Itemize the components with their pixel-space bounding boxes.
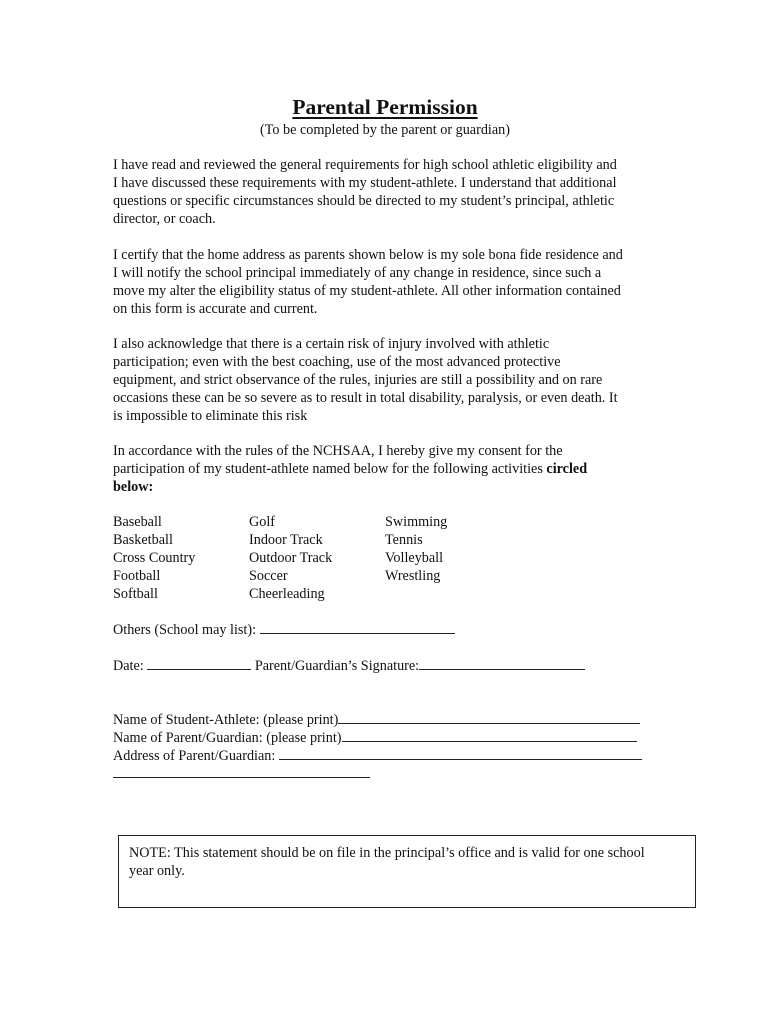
sport-option[interactable]: Baseball <box>113 514 162 530</box>
parent-name-row <box>113 728 637 747</box>
sport-option[interactable]: Outdoor Track <box>249 550 333 566</box>
date-label: Date: <box>113 658 144 674</box>
sport-option[interactable]: Softball <box>113 586 158 602</box>
address-field[interactable] <box>279 746 642 760</box>
note-text: NOTE: This statement should be on file in the principal’s office and is valid for one school year only. <box>129 845 645 879</box>
student-name-label: Name of Student-Athlete: (please print) <box>113 712 339 728</box>
sport-option[interactable]: Basketball <box>113 532 173 548</box>
paragraph-residence: I certify that the home address as parents shown below is my sole bona fide residence and I will notify the school principal immediately of any change in residence, since such a move my alter the eligibility status of my student-athlete. All other information contained on this form is accurate and current. <box>113 247 623 317</box>
signature-field[interactable] <box>419 656 585 670</box>
parent-name-label: Name of Parent/Guardian: (please print) <box>113 730 342 746</box>
form-title: Parental Permission <box>292 95 478 119</box>
sport-option[interactable]: Cheerleading <box>249 586 325 602</box>
sport-option[interactable]: Football <box>113 568 161 584</box>
sport-option[interactable]: Tennis <box>385 532 423 548</box>
sports-list <box>113 513 533 605</box>
signature-label: Parent/Guardian’s Signature: <box>254 658 420 674</box>
consent-text: In accordance with the rules of the NCHSAA, I hereby give my consent for the participation of my student-athlete named below for the following activities <box>113 443 563 477</box>
sports-column-2 <box>249 513 332 603</box>
date-field[interactable] <box>147 656 251 670</box>
address-row <box>113 746 642 765</box>
form-subtitle: (To be completed by the parent or guardian) <box>260 122 510 138</box>
others-label: Others (School may list): <box>113 622 257 638</box>
sport-option[interactable]: Wrestling <box>385 568 441 584</box>
address-field-continued[interactable] <box>113 777 370 778</box>
date-signature-row <box>113 656 585 675</box>
others-field[interactable] <box>260 620 455 634</box>
sport-option[interactable]: Golf <box>249 514 276 530</box>
sports-column-1 <box>113 513 195 603</box>
others-row <box>113 620 455 639</box>
consent-bold-below: below: <box>113 479 154 495</box>
address-label: Address of Parent/Guardian: <box>113 748 276 764</box>
sport-option[interactable]: Indoor Track <box>249 532 323 548</box>
student-name-row <box>113 710 640 729</box>
sport-option[interactable]: Soccer <box>249 568 288 584</box>
paragraph-consent <box>113 442 658 496</box>
sport-option[interactable]: Swimming <box>385 514 448 530</box>
sport-option[interactable]: Cross Country <box>113 550 196 566</box>
paragraph-injury-risk: I also acknowledge that there is a certain risk of injury involved with athletic participation; even with the best coaching, use of the most advanced protective equipment, and strict observance of the rules, injuries are still a possibility and on rare occasions these can be so severe as to result in total disability, paralysis, or even death. It is impossible to eliminate this risk <box>113 336 618 424</box>
student-name-field[interactable] <box>338 710 640 724</box>
sport-option[interactable]: Volleyball <box>385 550 444 566</box>
parent-name-field[interactable] <box>342 728 637 742</box>
note-box <box>118 835 696 908</box>
consent-bold-circled: circled <box>546 461 588 477</box>
paragraph-requirements: I have read and reviewed the general requirements for high school athletic eligibility and I have discussed these requirements with my student-athlete. I understand that additional questions or specific circumstances should be directed to my student’s principal, athletic director, or coach. <box>113 157 617 227</box>
sports-column-3 <box>385 513 447 585</box>
